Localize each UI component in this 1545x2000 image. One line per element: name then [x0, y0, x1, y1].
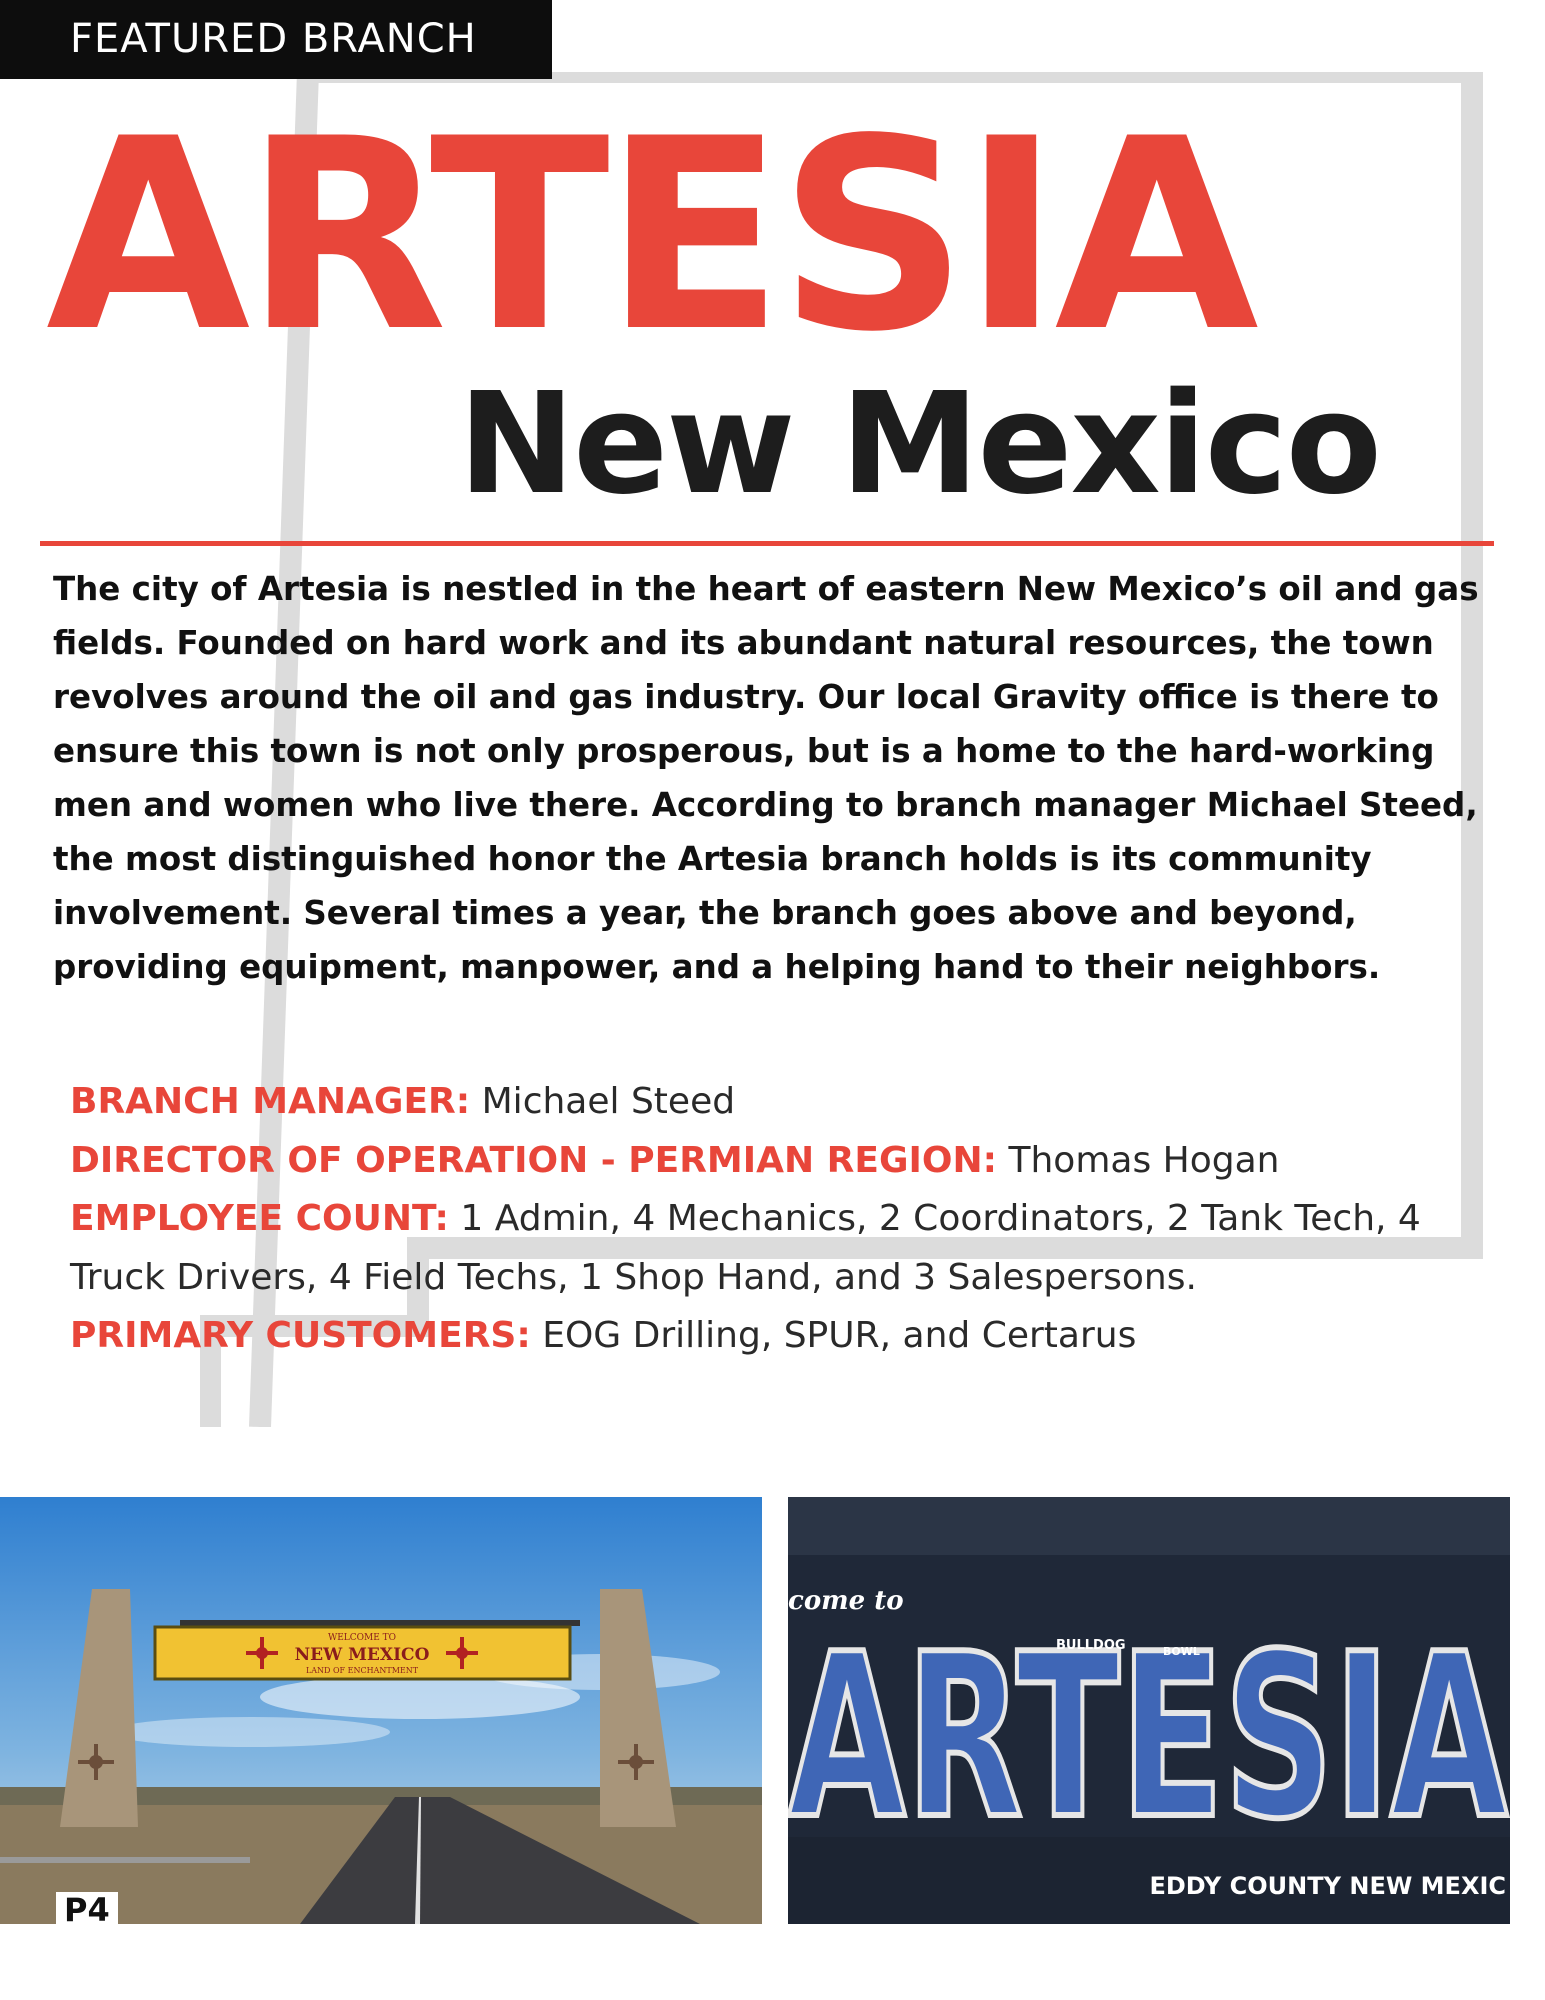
mural-footer-text: EDDY COUNTY NEW MEXIC	[1149, 1872, 1506, 1900]
page-title-city: ARTESIA	[46, 83, 1253, 390]
fact-director	[70, 1132, 1510, 1191]
intro-paragraph: The city of Artesia is nestled in the heart of eastern New Mexico’s oil and gas fields. Founded on hard work and its abundant natural resources, the town revolves around the oil and gas industry. Our local Gravity office is there to ensure this town is not only prosperous, but is a home to the hard-working men and women who live there. According to branch manager Michael Steed, the most distinguished honor the Artesia branch holds is its community involvement. Several times a year, the branch goes above and beyond, providing equipment, manpower, and a helping hand to their neighbors.	[53, 570, 1479, 986]
fact-label: PRIMARY CUSTOMERS:	[70, 1315, 531, 1356]
featured-branch-banner: FEATURED BRANCH	[0, 0, 552, 79]
mural-word: ARTESIA	[788, 1606, 1508, 1869]
artesia-mural-photo	[788, 1497, 1510, 1924]
fact-value: 1 Admin, 4 Mechanics, 2 Coordinators, 2 Tank Tech, 4 Truck Drivers, 4 Field Techs, 1 Shop Hand, and 3 Salespersons.	[70, 1198, 1421, 1298]
fact-primary-customers	[70, 1307, 1510, 1366]
fact-label: BRANCH MANAGER:	[70, 1081, 471, 1122]
fact-label: EMPLOYEE COUNT:	[70, 1198, 449, 1239]
fact-value: Thomas Hogan	[1008, 1139, 1280, 1181]
fact-value: EOG Drilling, SPUR, and Certarus	[542, 1315, 1137, 1356]
mural-greeting: come to	[788, 1586, 904, 1616]
fact-employee-count	[70, 1190, 1510, 1307]
fact-branch-manager	[70, 1073, 1510, 1132]
sign-main-text: NEW MEXICO	[294, 1645, 430, 1665]
branch-facts	[70, 1073, 1510, 1366]
page-number: P4	[56, 1892, 118, 1930]
sign-bottom-text: LAND OF ENCHANTMENT	[305, 1666, 419, 1675]
fact-label: DIRECTOR OF OPERATION - PERMIAN REGION:	[70, 1139, 998, 1181]
mural-small-text-2: BOWL	[1163, 1645, 1200, 1658]
fact-value: Michael Steed	[481, 1081, 736, 1122]
page-title-state: New Mexico	[458, 363, 1380, 526]
mural-small-text-1: BULLDOG	[1056, 1638, 1126, 1653]
title-divider	[40, 541, 1494, 546]
welcome-sign-photo	[0, 1497, 762, 1924]
sign-top-text: WELCOME TO	[327, 1633, 397, 1643]
